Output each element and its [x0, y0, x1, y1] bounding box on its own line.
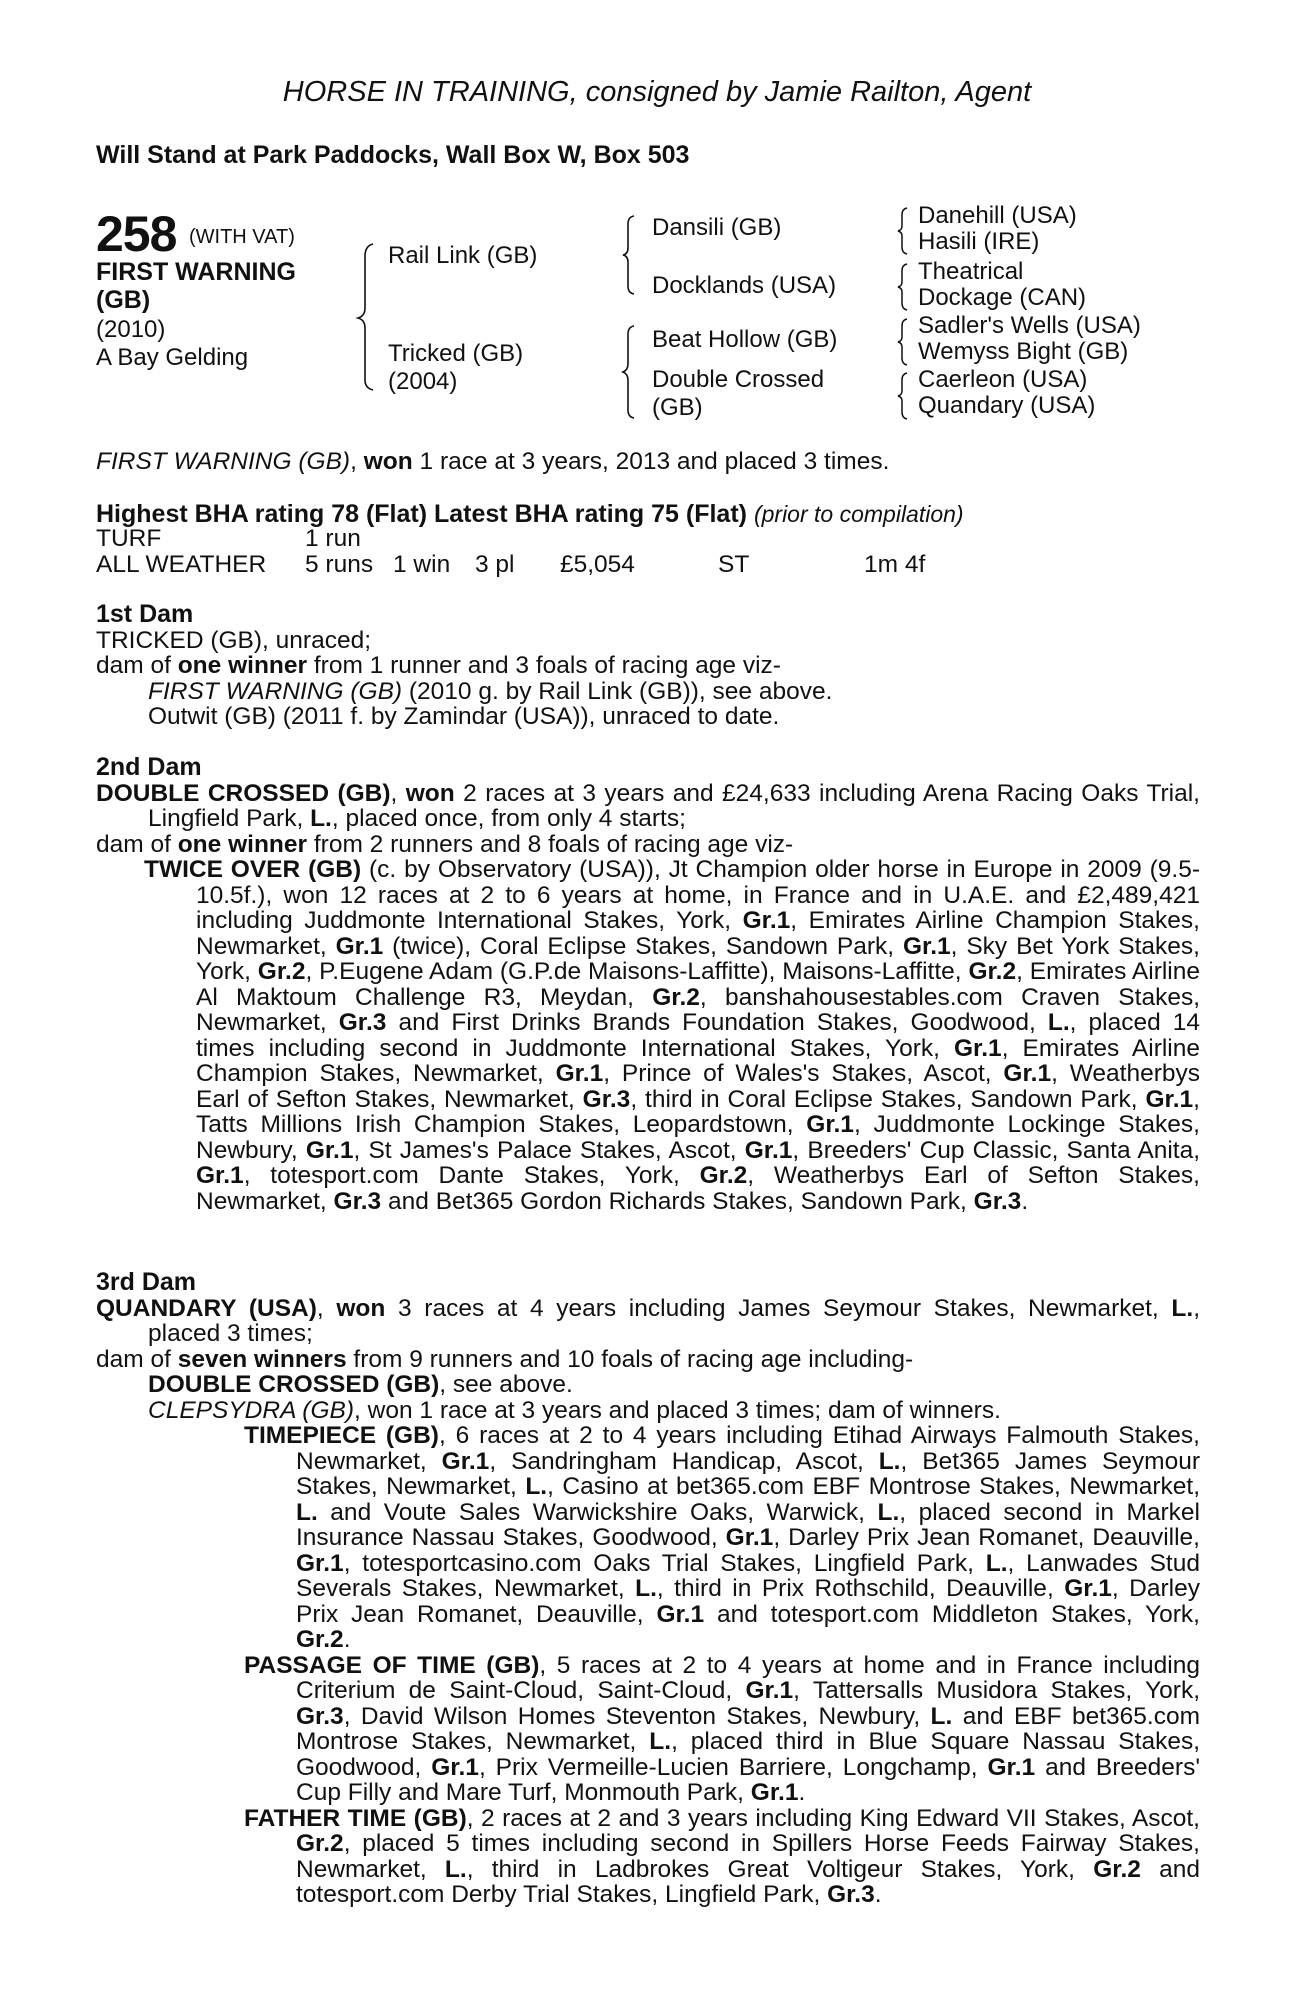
dam: Tricked (GB): [388, 340, 524, 367]
grade-marker: Gr.1: [1064, 1575, 1112, 1602]
sire: Rail Link (GB): [388, 242, 538, 269]
aw-going: ST: [718, 551, 750, 578]
sd-brace: [895, 262, 911, 312]
grade-marker: Gr.1: [987, 1753, 1036, 1781]
grade-marker: Gr.1: [745, 1677, 794, 1704]
grade-marker: Gr.2: [1093, 1855, 1141, 1883]
turf-label: TURF: [96, 525, 162, 552]
grade-marker: L.: [1047, 1009, 1070, 1036]
horse-year: (2010): [96, 316, 166, 343]
grade-marker: Gr.1: [806, 1111, 854, 1138]
sire-dam-brace: [355, 242, 385, 392]
father-time-entry: FATHER TIME (GB), 2 races at 2 and 3 years including King Edward VII Stakes, Ascot, Gr.2, placed 5 times including second in Spillers Horse Feeds Fairway Stakes, Newmarket, L., third in Ladbrokes Great Voltigeur Stakes, York, Gr.2 and totesport.com Derby Trial Stakes, Lingfield Park, Gr.3.: [244, 1804, 1200, 1908]
grade-marker: Gr.1: [296, 1549, 344, 1577]
second-dam-section: 2nd Dam DOUBLE CROSSED (GB), won 2 races at 3 years and £24,633 including Arena Racing Oaks Trial, Lingfield Park, L., placed once, from only 4 starts; dam of one winner from 2 runners and 8 foals of racing age viz- TWICE OVER (GB) (c. by Observatory (USA)), Jt Champion older horse in Europe in 2009 (9.5-10.5f.), won 12 races at 2 to 6 years at home, in France and in U.A.E. and £2,489,421 including Juddmonte International Stakes, York, Gr.1, Emirates Airline Champion Stakes, Newmarket, Gr.1 (twice), Coral Eclipse Stakes, Sandown Park, Gr.1, Sky Bet York Stakes, York, Gr.2, P.Eugene Adam (G.P.de Maisons-Laffitte), Maisons-Laffitte, Gr.2, Emirates Airline Al Maktoum Challenge R3, Meydan, Gr.2, banshahousestables.com Craven Stakes, Newmarket, Gr.3 and First Drinks Brands Foundation Stakes, Goodwood, L., placed 14 times including second in Juddmonte International Stakes, York, Gr.1, Emirates Airline Champion Stakes, Newmarket, Gr.1, Prince of Wales's Stakes, Ascot, Gr.1, Weatherbys Earl of Sefton Stakes, Newmarket, Gr.3, third in Coral Eclipse Stakes, Sandown Park, Gr.1, Tatts Millions Irish Champion Stakes, Leopardstown, Gr.1, Juddmonte Lockinge Stakes, Newbury, Gr.1, St James's Palace Stakes, Ascot, Gr.1, Breeders' Cup Classic, Santa Anita, Gr.1, totesport.com Dante Stakes, York, Gr.2, Weatherbys Earl of Sefton Stakes, Newmarket, Gr.3 and Bet365 Gordon Richards Stakes, Sandown Park, Gr.3.: [96, 753, 1201, 1215]
grade-marker: Gr.1: [742, 907, 791, 934]
dam-brace: [620, 324, 640, 420]
ss-brace: [895, 206, 911, 256]
sire-brace: [620, 214, 640, 296]
grade-marker: Gr.1: [902, 932, 951, 960]
grade-marker: L.: [877, 1498, 900, 1526]
grade-marker: L.: [985, 1549, 1008, 1577]
grade-marker: L.: [878, 1447, 901, 1475]
grade-marker: Gr.3: [296, 1702, 344, 1730]
turf-runs: 1 run: [305, 525, 361, 552]
g-dam-2: Dockage (CAN): [918, 284, 1087, 311]
dam-dam: Double Crossed: [652, 366, 825, 393]
dam-year: (2004): [388, 368, 458, 395]
grade-marker: Gr.2: [699, 1162, 748, 1189]
grade-marker: Gr.3: [827, 1881, 875, 1908]
grade-marker: L.: [635, 1575, 657, 1602]
grade-marker: Gr.3: [582, 1085, 631, 1113]
twice-over-entry: TWICE OVER (GB) (c. by Observatory (USA)), Jt Champion older horse in Europe in 2009 (9.5-10.5f.), won 12 races at 2 to 6 years at home, in France and in U.A.E. and £2,489,421 including Juddmonte International Stakes, York, Gr.1, Emirates Airline Champion Stakes, Newmarket, Gr.1 (twice), Coral Eclipse Stakes, Sandown Park, Gr.1, Sky Bet York Stakes, York, Gr.2, P.Eugene Adam (G.P.de Maisons-Laffitte), Maisons-Laffitte, Gr.2, Emirates Airline Al Maktoum Challenge R3, Meydan, Gr.2, banshahousestables.com Craven Stakes, Newmarket, Gr.3 and First Drinks Brands Foundation Stakes, Goodwood, L., placed 14 times including second in Juddmonte International Stakes, York, Gr.1, Emirates Airline Champion Stakes, Newmarket, Gr.1, Prince of Wales's Stakes, Ascot, Gr.1, Weatherbys Earl of Sefton Stakes, Newmarket, Gr.3, third in Coral Eclipse Stakes, Sandown Park, Gr.1, Tatts Millions Irish Champion Stakes, Leopardstown, Gr.1, Juddmonte Lockinge Stakes, Newbury, Gr.1, St James's Palace Stakes, Ascot, Gr.1, Breeders' Cup Classic, Santa Anita, Gr.1, totesport.com Dante Stakes, York, Gr.2, Weatherbys Earl of Sefton Stakes, Newmarket, Gr.3 and Bet365 Gordon Richards Stakes, Sandown Park, Gr.3.: [144, 856, 1201, 1215]
g-dam-4: Quandary (USA): [918, 392, 1096, 419]
g-sire-3: Sadler's Wells (USA): [918, 312, 1141, 339]
grade-marker: L.: [525, 1473, 548, 1500]
aw-distance: 1m 4f: [864, 551, 926, 578]
g-dam-3: Wemyss Bight (GB): [918, 338, 1129, 365]
sire-sire: Dansili (GB): [652, 214, 782, 241]
aw-label: ALL WEATHER: [96, 551, 267, 578]
g-dam-1: Hasili (IRE): [918, 228, 1040, 255]
grade-marker: Gr.1: [750, 1779, 799, 1806]
race-summary: FIRST WARNING (GB), won 1 race at 3 years, 2013 and placed 3 times.: [96, 448, 890, 475]
grade-marker: L.: [444, 1855, 467, 1883]
dd-brace: [895, 371, 911, 421]
dam-dam-country: (GB): [652, 394, 703, 421]
grade-marker: Gr.1: [1145, 1085, 1194, 1113]
dam-sire: Beat Hollow (GB): [652, 326, 838, 353]
ds-brace: [895, 317, 911, 367]
horse-description: A Bay Gelding: [96, 344, 249, 371]
second-dam-heading: 2nd Dam: [96, 753, 202, 781]
grade-marker: Gr.1: [196, 1162, 244, 1189]
horse-name: FIRST WARNING (GB): [96, 258, 296, 314]
grade-marker: Gr.1: [305, 1136, 354, 1164]
grade-marker: Gr.2: [968, 958, 1017, 985]
first-dam-heading: 1st Dam: [96, 600, 194, 628]
first-dam-section: 1st Dam TRICKED (GB), unraced; dam of one winner from 1 runner and 3 foals of racing age viz- FIRST WARNING (GB) (2010 g. by Rail Link (GB)), see above. Outwit (GB) (2011 f. by Zamindar (USA)), unraced to date.: [96, 602, 1200, 730]
third-dam-heading: 3rd Dam: [96, 1268, 197, 1296]
grade-marker: L.: [296, 1498, 318, 1526]
stand-location: Will Stand at Park Paddocks, Wall Box W, Box 503: [96, 141, 690, 169]
vat-note: (WITH VAT): [189, 226, 295, 248]
grade-marker: Gr.3: [333, 1187, 382, 1215]
timepiece-entry: TIMEPIECE (GB), 6 races at 2 to 4 years including Etihad Airways Falmouth Stakes, Newmarket, Gr.1, Sandringham Handicap, Ascot, L., Bet365 James Seymour Stakes, Newmarket, L., Casino at bet365.com EBF Montrose Stakes, Newmarket, L. and Voute Sales Warwickshire Oaks, Warwick, L., placed second in Markel Insurance Nassau Stakes, Goodwood, Gr.1, Darley Prix Jean Romanet, Deauville, Gr.1, totesportcasino.com Oaks Trial Stakes, Lingfield Park, L., Lanwades Stud Severals Stakes, Newmarket, L., third in Prix Rothschild, Deauville, Gr.1, Darley Prix Jean Romanet, Deauville, Gr.1 and totesport.com Middleton Stakes, York, Gr.2.: [244, 1422, 1201, 1653]
grade-marker: Gr.2: [296, 1830, 344, 1857]
grade-marker: Gr.3: [973, 1187, 1022, 1215]
g-sire-2: Theatrical: [918, 258, 1024, 285]
grade-marker: Gr.1: [335, 932, 384, 960]
grade-marker: L.: [930, 1702, 953, 1730]
grade-marker: Gr.1: [441, 1447, 490, 1475]
aw-places: 3 pl: [475, 551, 515, 578]
aw-runs: 5 runs: [305, 551, 374, 578]
third-dam-section: 3rd Dam QUANDARY (USA), won 3 races at 4 years including James Seymour Stakes, Newmarket, L., placed 3 times; dam of seven winners from 9 runners and 10 foals of racing age including- DOUBLE CROSSED (GB), see above. CLEPSYDRA (GB), won 1 race at 3 years and placed 3 times; dam of winners. TIMEPIECE (GB), 6 races at 2 to 4 years including Etihad Airways Falmouth Stakes, Newmarket, Gr.1, Sandringham Handicap, Ascot, L., Bet365 James Seymour Stakes, Newmarket, L., Casino at bet365.com EBF Montrose Stakes, Newmarket, L. and Voute Sales Warwickshire Oaks, Warwick, L., placed second in Markel Insurance Nassau Stakes, Goodwood, Gr.1, Darley Prix Jean Romanet, Deauville, Gr.1, totesportcasino.com Oaks Trial Stakes, Lingfield Park, L., Lanwades Stud Severals Stakes, Newmarket, L., third in Prix Rothschild, Deauville, Gr.1, Darley Prix Jean Romanet, Deauville, Gr.1 and totesport.com Middleton Stakes, York, Gr.2. PASSAGE OF TIME (GB), 5 races at 2 to 4 years at home and in France including Criterium de Saint-Cloud, Saint-Cloud, Gr.1, Tattersalls Musidora Stakes, York, Gr.3, David Wilson Homes Steventon Stakes, Newbury, L. and EBF bet365.com Montrose Stakes, Newmarket, L., placed third in Blue Square Nassau Stakes, Goodwood, Gr.1, Prix Vermeille-Lucien Barriere, Longchamp, Gr.1 and Breeders' Cup Filly and Mare Turf, Monmouth Park, Gr.1. FATHER TIME (GB), 2 races at 2 and 3 years including King Edward VII Stakes, Ascot, Gr.2, placed 5 times including second in Spillers Horse Feeds Fairway Stakes, Newmarket, L., third in Ladbrokes Great Voltigeur Stakes, York, Gr.2 and totesport.com Derby Trial Stakes, Lingfield Park, Gr.3.: [96, 1268, 1201, 1908]
grade-marker: Gr.2: [257, 958, 306, 985]
passage-of-time-entry: PASSAGE OF TIME (GB), 5 races at 2 to 4 years at home and in France including Criterium de Saint-Cloud, Saint-Cloud, Gr.1, Tattersalls Musidora Stakes, York, Gr.3, David Wilson Homes Steventon Stakes, Newbury, L. and EBF bet365.com Montrose Stakes, Newmarket, L., placed third in Blue Square Nassau Stakes, Goodwood, Gr.1, Prix Vermeille-Lucien Barriere, Longchamp, Gr.1 and Breeders' Cup Filly and Mare Turf, Monmouth Park, Gr.1.: [244, 1651, 1201, 1806]
catalogue-header: HORSE IN TRAINING, consigned by Jamie Railton, Agent: [282, 76, 1032, 108]
grade-marker: Gr.1: [656, 1600, 705, 1628]
grade-marker: Gr.1: [431, 1753, 479, 1781]
g-sire-1: Danehill (USA): [918, 202, 1077, 229]
grade-marker: Gr.2: [652, 983, 700, 1011]
grade-marker: Gr.1: [744, 1136, 793, 1164]
grade-marker: Gr.1: [954, 1034, 1002, 1062]
sire-dam: Docklands (USA): [652, 272, 837, 299]
grade-marker: Gr.1: [1003, 1060, 1052, 1087]
grade-marker: L.: [649, 1728, 672, 1755]
aw-wins: 1 win: [393, 551, 451, 578]
grade-marker: Gr.3: [338, 1009, 387, 1036]
grade-marker: Gr.1: [725, 1524, 774, 1551]
grade-marker: Gr.2: [296, 1626, 344, 1653]
g-sire-4: Caerleon (USA): [918, 366, 1088, 393]
aw-prize: £5,054: [560, 551, 635, 578]
lot-number: 258: [96, 206, 177, 262]
grade-marker: Gr.1: [555, 1060, 604, 1087]
ratings: Highest BHA rating 78 (Flat) Latest BHA rating 75 (Flat) (prior to compilation): [96, 500, 964, 528]
